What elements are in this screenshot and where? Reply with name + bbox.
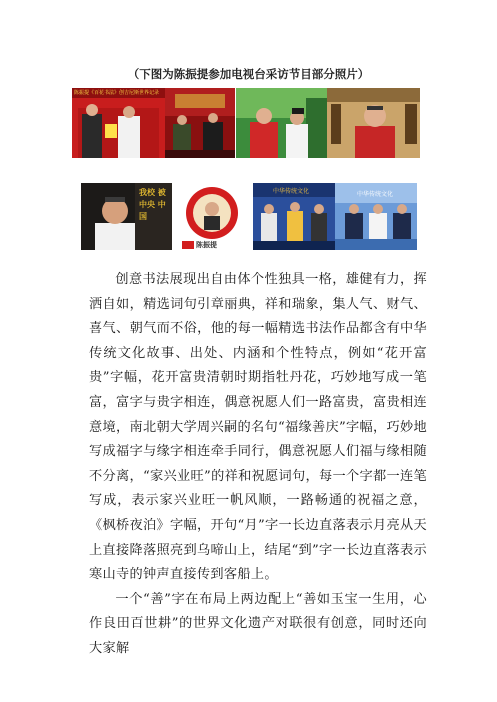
article-body (89, 268, 427, 662)
paragraph: 一个“善”字在布局上两边配上“善如玉宝一生用，心作良田百世耕”的世界文化遗产对联很有创意，同时还向大家解 (89, 591, 427, 656)
photo-overlay-text: 中华传统文化 (357, 191, 394, 198)
photo-interview-red-backdrop (165, 88, 235, 158)
photo-tv-studio-blue (335, 183, 417, 250)
photo-interview-green-garden (236, 88, 327, 158)
photo-overlay-text: 陈振提 (196, 241, 217, 249)
photo-emblem (172, 183, 252, 250)
photo-award-ceremony (72, 88, 165, 158)
photo-caption: （下图为陈振提参加电视台采访节目部分照片） (127, 67, 370, 81)
photo-tv-program-portrait (81, 183, 172, 250)
paragraph: 创意书法展现出自由体个性独具一格，雄健有力，挥洒自如，精选词句引章丽典，祥和瑞象，集人气、财气、喜气、朝气而不俗，他的每一幅精选书法作品都含有中华传统文化故事、出处、内涵和个性特点，例如“花开富贵”字幅，花开富贵清朝时期指牡丹花，巧妙地写成一笔富，富字与贵字相连，偶意祝愿人们一路富贵，富贵相连意境，南北朝大学周兴嗣的名句“福缘善庆”字幅，巧妙地写成福字与缘字相连牵手同行，偶意祝愿人们福与缘相随不分离，“家兴业旺”的祥和祝愿词句，每一个字都一连笔写成，表示家兴业旺一帆风顺，一路畅通的祝福之意，《枫桥夜泊》字幅，开句“月”字一长边直落表示月亮从天上直接降落照亮到乌啼山上，结尾“到”字一长边直落表示寒山寺的钟声直接传到客船上。 (89, 272, 427, 583)
photo-overlay-text: 中华传统文化 (273, 188, 310, 195)
photo-portrait-bookshelf (327, 88, 420, 158)
photo-overlay-text: 我校 被中央 中国 (139, 188, 166, 221)
photo-overlay-text: 陈振提《百花书法》创吉尼斯世界记录 (74, 90, 160, 96)
photo-tv-studio-panel (253, 183, 335, 250)
